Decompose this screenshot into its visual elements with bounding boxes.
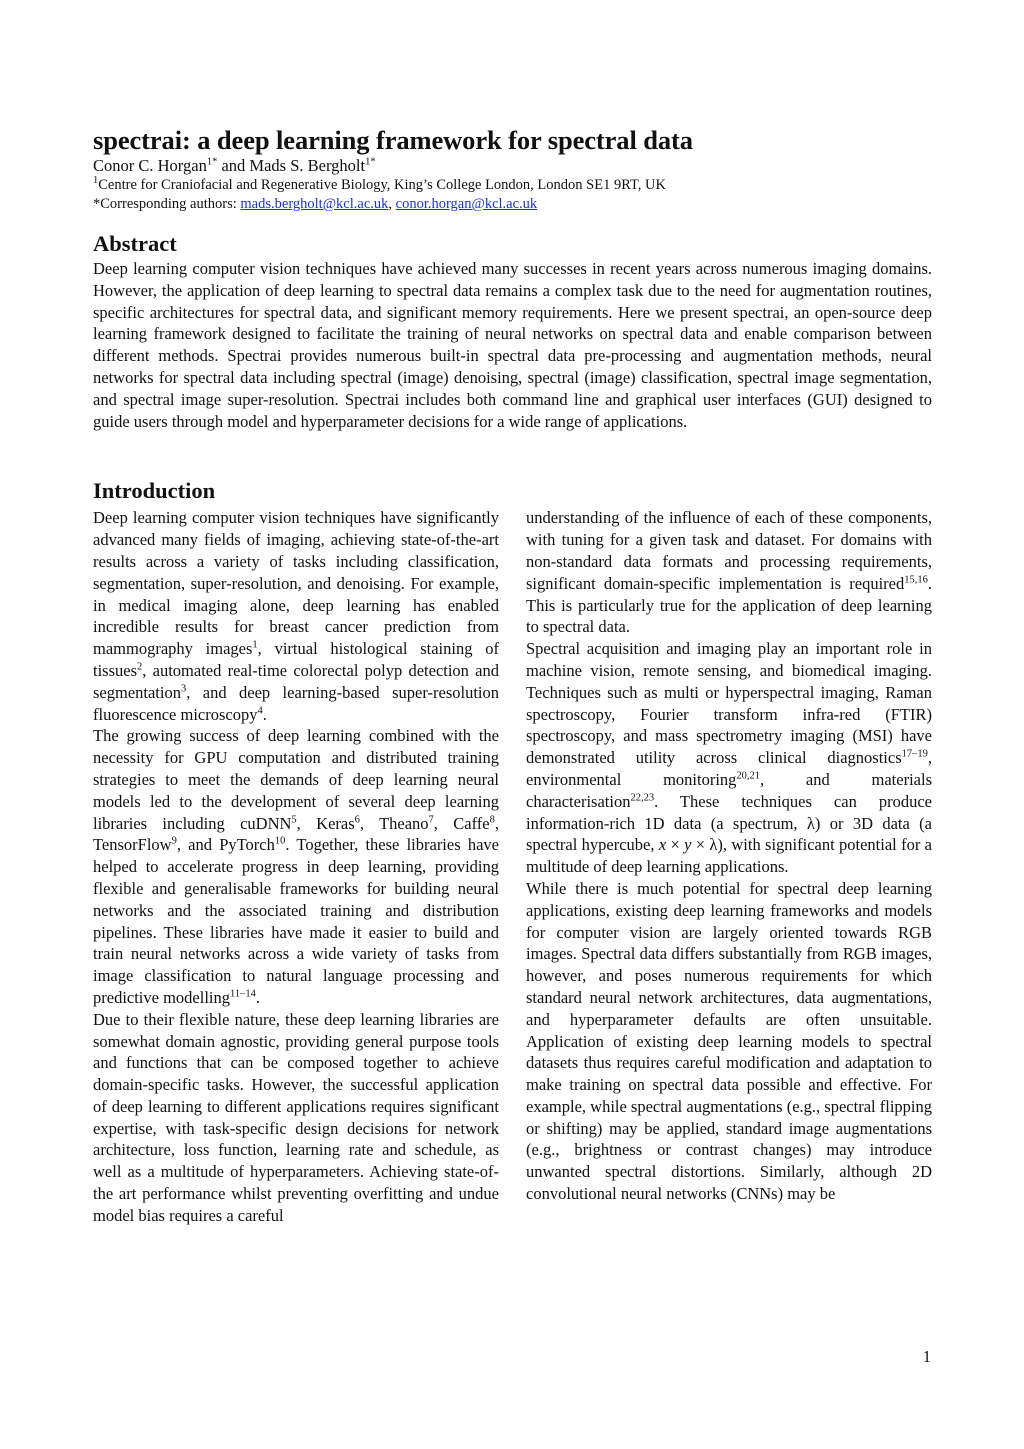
citation: 7 [428, 814, 434, 826]
text-run: . [262, 704, 267, 724]
intro-paragraph-6: While there is much potential for spectral deep learning applications, existing deep learning frameworks and models for computer vision are largely oriented towards RGB images. Spectral data differs substantially from RGB images, however, and poses numerous requirements for which standard neural network architectures, data augmentations, and hyperparameter defaults are often unsuitable. Application of existing deep learning models to spectral datasets thus requires careful modification and adaptation to make training on spectral data possible and effective. For example, while spectral augmentations (e.g., spectral flipping or shifting) may be applied, standard image augmentations (e.g., brightness or contrast changes) may introduce unwanted spectral distortions. Similarly, although 2D convolutional neural networks (CNNs) may be [526, 878, 932, 1204]
abstract-text: Deep learning computer vision techniques have achieved many successes in recent years across numerous imaging domains. However, the application of deep learning to spectral data remains a complex task due to the need for augmentation routines, specific architectures for spectral data, and significant memory requirements. Here we present spectrai, an open-source deep learning framework designed to facilitate the training of neural networks on spectral data and enable comparison between different methods. Spectrai provides numerous built-in spectral data pre-processing and augmentation methods, neural networks for spectral data including spectral (image) denoising, spectral (image) classification, spectral image segmentation, and spectral image super-resolution. Spectrai includes both command line and graphical user interfaces (GUI) designed to guide users through model and hyperparameter decisions for a wide range of applications. [93, 259, 932, 431]
text-run: × [666, 835, 685, 855]
paper-page [93, 124, 932, 1227]
citation: 4 [257, 705, 263, 717]
text-run: , virtual histological staining of tissues [93, 639, 499, 680]
author-connector: and [217, 156, 250, 175]
citation: 8 [489, 814, 495, 826]
text-run: . [255, 987, 261, 1007]
text-run: Spectral acquisition and imaging play an important role in machine vision, remote sensing, and biomedical imaging. Techniques such as multi or hyperspectral imaging, Raman spectroscopy, Fourier transform infra-red (FTIR) spectroscopy, and mass spectrometry imaging (MSI) have demonstrated utility across clinical diagnostics [526, 639, 932, 768]
intro-paragraph-4 [526, 507, 932, 638]
citation: 1 [252, 639, 258, 651]
right-column [526, 507, 932, 1226]
text-run: , and deep learning-based super-resolution fluorescence microscopy [93, 682, 499, 724]
citation: 2 [137, 661, 143, 673]
citation: 6 [354, 814, 360, 826]
text-run: . Together, these libraries have helped to accelerate progress in deep learning, providing flexible and generalisable frameworks for building neural networks and the associated training and distribution pipelines. These libraries have made it easier to build and train neural networks across a wide variety of tasks from image classification to natural language processing and predictive modelling [93, 835, 499, 1007]
intro-paragraph-3: Due to their flexible nature, these deep learning libraries are somewhat domain agnostic, providing general purpose tools and functions that can be composed together to achieve domain-specific tasks. However, the successful application of deep learning to different applications requires significant expertise, with task-specific design decisions for network architecture, loss function, learning rate and schedule, as well as a multitude of hyperparameters. Achieving state-of-the art performance whilst preventing overfitting and undue model bias requires a careful [93, 1009, 499, 1225]
citation: 9 [171, 835, 177, 847]
variable-y: y [684, 835, 692, 855]
citation: 22,23 [630, 792, 655, 804]
affiliation-line [93, 176, 932, 195]
author-2-affiliation: 1* [365, 156, 376, 168]
text-run: , environmental monitoring [526, 748, 932, 789]
author-2: Mads S. Bergholt [249, 156, 366, 175]
email-link-horgan[interactable]: conor.horgan@kcl.ac.uk [395, 196, 538, 212]
text-run: . These techniques can produce information-rich 1D data (a spectrum, λ) or 3D data (a spectral hypercube, [526, 791, 932, 855]
text-run: , Theano [359, 813, 429, 833]
citation: 10 [274, 835, 286, 847]
intro-paragraph-1 [93, 507, 499, 725]
variable-x: x [658, 835, 667, 855]
email-link-bergholt[interactable]: mads.bergholt@kcl.ac.uk [240, 196, 389, 212]
text-run: , and PyTorch [176, 835, 275, 855]
affiliation-number: 1 [93, 175, 99, 187]
text-run: , automated real-time colorectal polyp detection and segmentation [93, 660, 499, 702]
text-run: Deep learning computer vision techniques have significantly advanced many fields of imaging, achieving state-of-the-art results across a variety of tasks including classification, segmentation, super-resolution, and denoising. For example, in medical imaging alone, deep learning has enabled incredible results for breast cancer prediction from mammography images [93, 508, 499, 659]
text-run: × λ), with significant potential for a multitude of deep learning applications. [526, 835, 932, 877]
paper-title: spectrai: a deep learning framework for spectral data [93, 125, 693, 155]
text-run: , Caffe [433, 813, 490, 833]
affiliation-text: Centre for Craniofacial and Regenerative Biology, King’s College London, London SE1 9RT, UK [98, 177, 666, 193]
citation: 11–14 [230, 988, 256, 1000]
citation: 5 [291, 814, 297, 826]
intro-paragraph-5 [526, 638, 932, 878]
email-separator: , [388, 196, 396, 212]
introduction-heading: Introduction [93, 478, 216, 504]
text-run: . This is particularly true for the application of deep learning to spectral data. [526, 573, 932, 637]
citation: 15,16 [904, 574, 928, 586]
page-number: 1 [922, 1347, 931, 1366]
left-column [93, 507, 499, 1226]
two-column-body [93, 507, 932, 1226]
intro-paragraph-2 [93, 725, 499, 1008]
citation: 17–19 [901, 748, 928, 760]
author-1: Conor C. Horgan [93, 156, 207, 175]
author-line [93, 156, 932, 176]
text-run: , and materials characterisation [526, 769, 932, 811]
correspondence-line [93, 195, 932, 214]
citation: 3 [180, 683, 187, 695]
text-run: understanding of the influence of each of these components, with tuning for a given task and dataset. For domains with non-standard data formats and processing requirements, significant domain-specific implementation is required [526, 508, 932, 593]
text-run: , TensorFlow [93, 813, 499, 855]
citation: 20,21 [736, 770, 761, 782]
text-run: , Keras [296, 813, 355, 833]
author-1-affiliation: 1* [206, 156, 218, 168]
correspondence-label: *Corresponding authors: [93, 196, 241, 212]
abstract-heading: Abstract [93, 231, 177, 256]
text-run: The growing success of deep learning combined with the necessity for GPU computation and distributed training strategies to meet the demands of deep learning neural models led to the development of several deep learning libraries including cuDNN [93, 726, 499, 833]
